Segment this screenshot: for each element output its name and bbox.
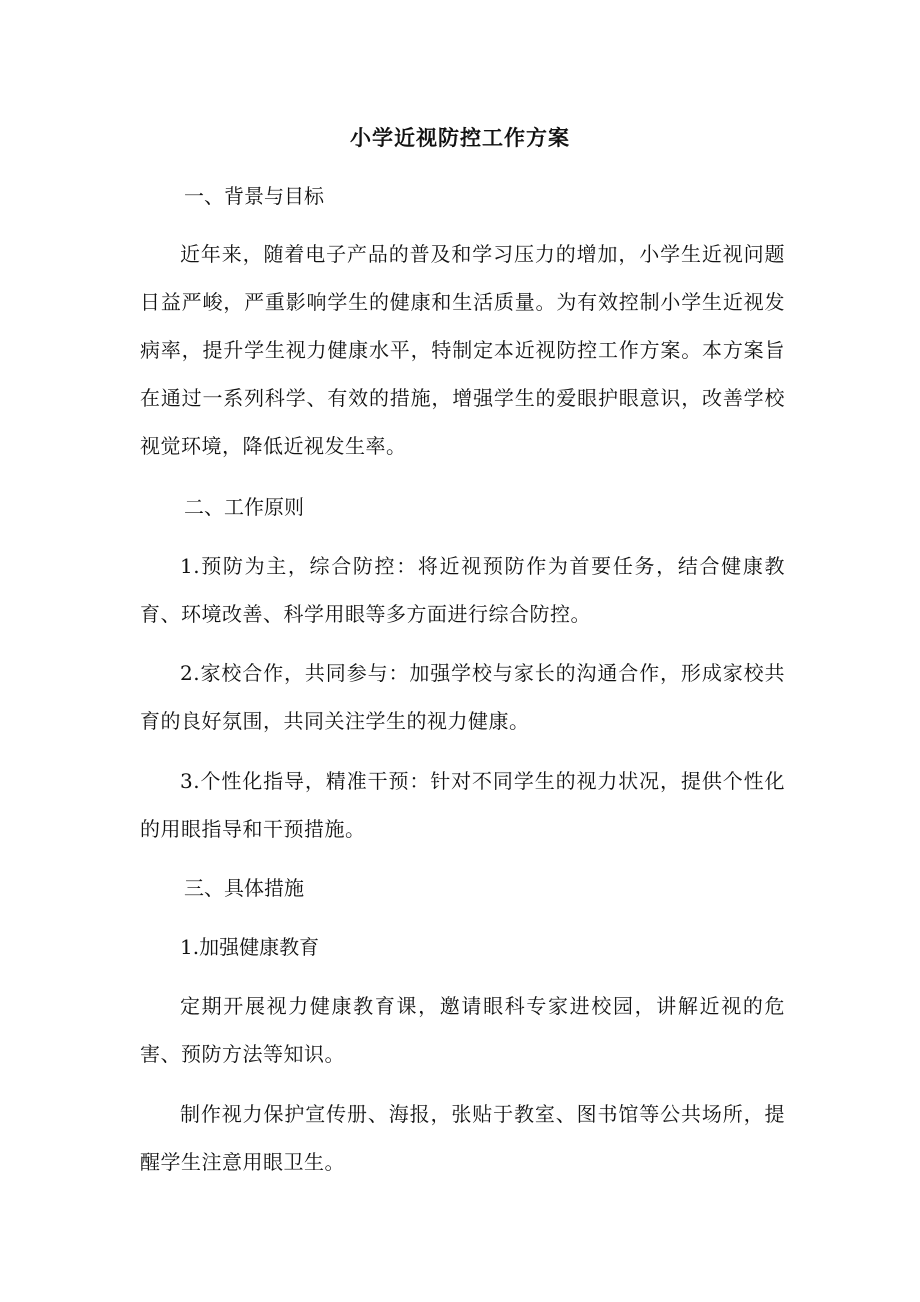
document-title: 小学近视防控工作方案 bbox=[350, 125, 570, 150]
paragraph-background: 近年来，随着电子产品的普及和学习压力的增加，小学生近视问题日益严峻，严重影响学生的健康和生活质量。为有效控制小学生近视发病率，提升学生视力健康水平，特制定本近视防控工作方案。本方案旨在通过一系列科学、有效的措施，增强学生的爱眼护眼意识，改善学校视觉环境，降低近视发生率。 bbox=[140, 242, 785, 458]
subheading-health-education: 1.加强健康教育 bbox=[180, 935, 320, 959]
paragraph-measure-2: 制作视力保护宣传册、海报，张贴于教室、图书馆等公共场所，提醒学生注意用眼卫生。 bbox=[140, 1102, 785, 1174]
section-heading-measures: 三、具体措施 bbox=[184, 876, 304, 900]
paragraph-principle-1: 1.预防为主，综合防控：将近视预防作为首要任务，结合健康教育、环境改善、科学用眼等多方面进行综合防控。 bbox=[140, 554, 785, 626]
section-heading-principles: 二、工作原则 bbox=[184, 495, 304, 519]
paragraph-principle-3: 3.个性化指导，精准干预：针对不同学生的视力状况，提供个性化的用眼指导和干预措施。 bbox=[140, 769, 785, 841]
paragraph-principle-2: 2.家校合作，共同参与：加强学校与家长的沟通合作，形成家校共育的良好氛围，共同关注学生的视力健康。 bbox=[140, 661, 785, 733]
section-heading-background: 一、背景与目标 bbox=[184, 184, 324, 208]
paragraph-measure-1: 定期开展视力健康教育课，邀请眼科专家进校园，讲解近视的危害、预防方法等知识。 bbox=[140, 994, 785, 1066]
